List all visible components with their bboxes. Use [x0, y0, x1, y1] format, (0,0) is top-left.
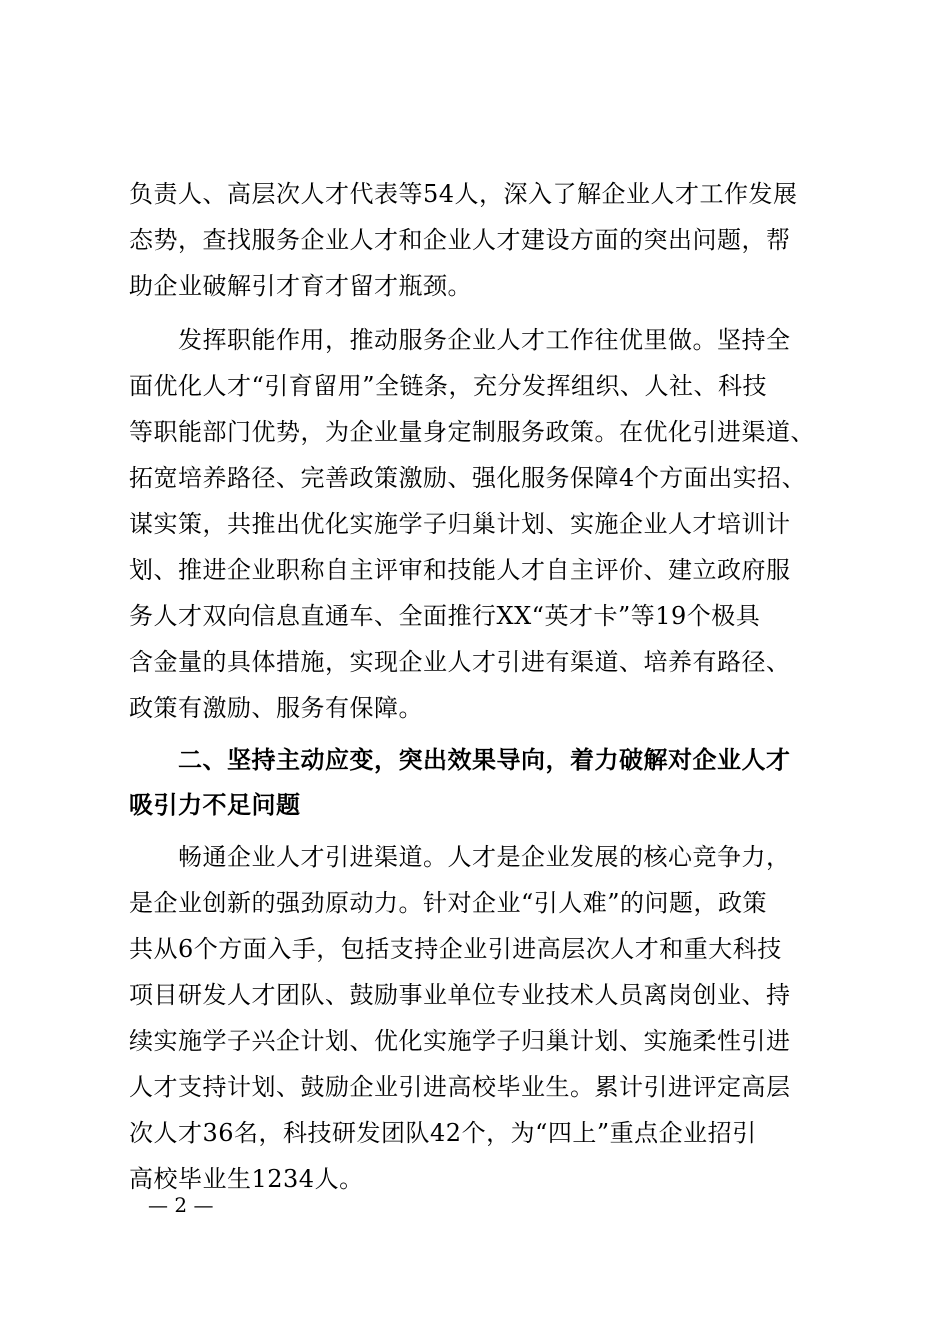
- paragraph-line: 高校毕业生1234人。: [129, 1165, 364, 1193]
- paragraph-line: 续实施学子兴企计划、优化实施学子归巢计划、实施柔性引进: [129, 1027, 791, 1055]
- paragraph-line: 共从6个方面入手，包括支持企业引进高层次人才和重大科技: [129, 935, 782, 963]
- page-number: — 2 —: [148, 1193, 214, 1217]
- paragraph-line: 面优化人才“引育留用”全链条，充分发挥组织、人社、科技: [129, 372, 768, 400]
- paragraph-line: 畅通企业人才引进渠道。人才是企业发展的核心竞争力，: [129, 843, 791, 871]
- paragraph-line: 等职能部门优势，为企业量身定制服务政策。在优化引进渠道、: [129, 418, 815, 446]
- paragraph-line: 人才支持计划、鼓励企业引进高校毕业生。累计引进评定高层: [129, 1073, 791, 1101]
- paragraph-line: 政策有激励、服务有保障。: [129, 694, 423, 722]
- paragraph-line: 谋实策，共推出优化实施学子归巢计划、实施企业人才培训计: [129, 510, 791, 538]
- section-heading-line: 二、坚持主动应变，突出效果导向，着力破解对企业人才: [129, 746, 791, 774]
- section-heading-line: 吸引力不足问题: [129, 791, 301, 819]
- paragraph-line: 负责人、高层次人才代表等54人，深入了解企业人才工作发展: [129, 180, 798, 208]
- paragraph-line: 是企业创新的强劲原动力。针对企业“引人难”的问题，政策: [129, 889, 768, 917]
- paragraph-line: 项目研发人才团队、鼓励事业单位专业技术人员离岗创业、持: [129, 981, 791, 1009]
- paragraph-line: 划、推进企业职称自主评审和技能人才自主评价、建立政府服: [129, 556, 791, 584]
- paragraph-line: 含金量的具体措施，实现企业人才引进有渠道、培养有路径、: [129, 648, 791, 676]
- paragraph-line: 拓宽培养路径、完善政策激励、强化服务保障4个方面出实招、: [129, 464, 807, 492]
- paragraph-line: 务人才双向信息直通车、全面推行XX“英才卡”等19个极具: [129, 602, 761, 630]
- paragraph-line: 助企业破解引才育才留才瓶颈。: [129, 272, 472, 300]
- paragraph-line: 次人才36名，科技研发团队42个，为“四上”重点企业招引: [129, 1119, 757, 1147]
- paragraph-line: 发挥职能作用，推动服务企业人才工作往优里做。坚持全: [129, 326, 791, 354]
- paragraph-line: 态势，查找服务企业人才和企业人才建设方面的突出问题，帮: [129, 226, 791, 254]
